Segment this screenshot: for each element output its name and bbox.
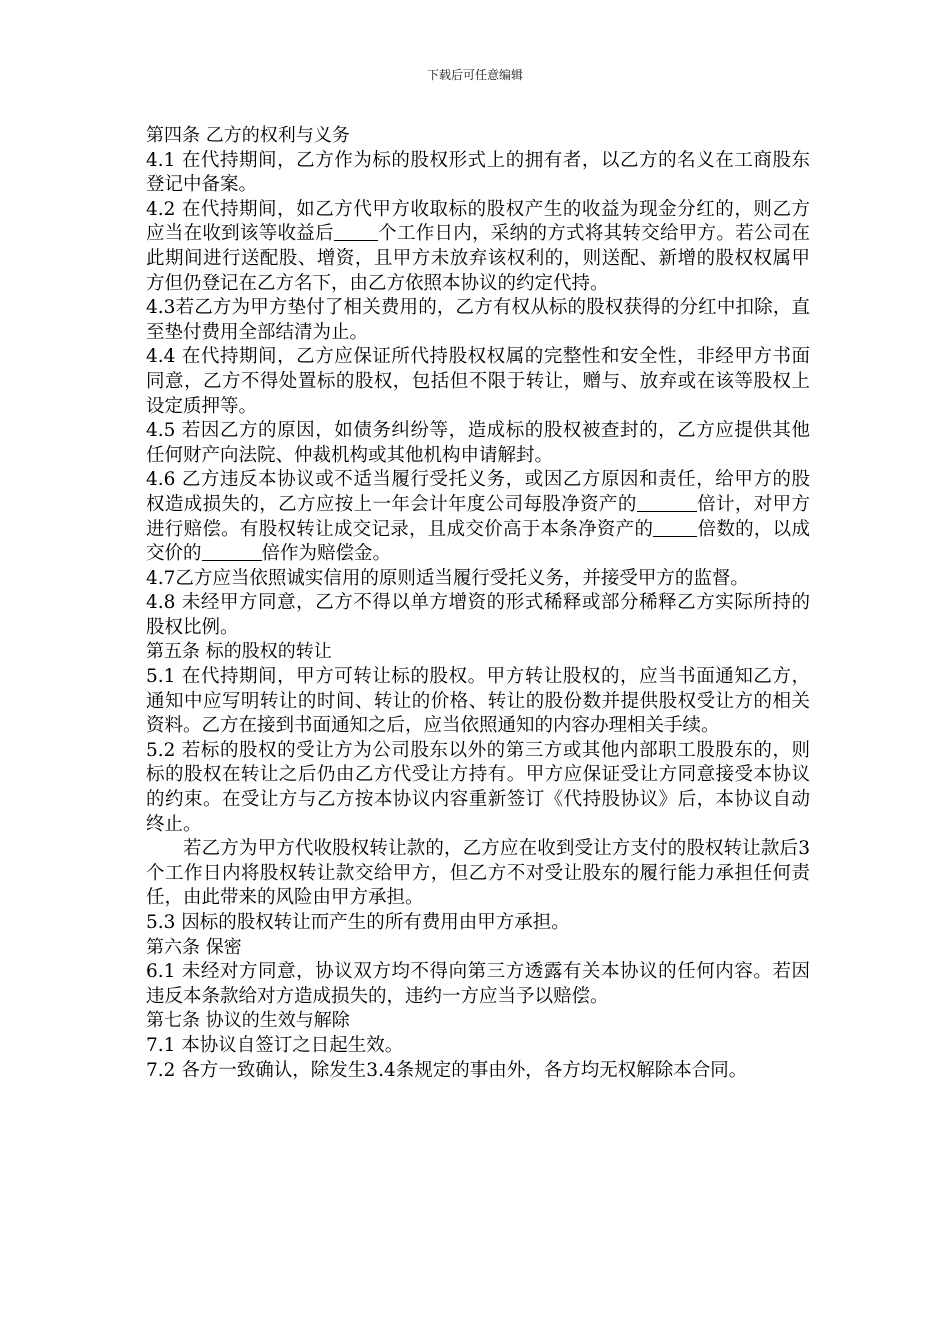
blank-field <box>653 518 697 537</box>
article-6-heading: 第六条 保密 <box>146 936 242 958</box>
blank-field <box>637 493 697 512</box>
clause-4-6 <box>146 468 810 566</box>
article-5-heading: 第五条 标的股权的转让 <box>146 641 332 663</box>
clause-4-6-part-d: 倍作为赔偿金。 <box>261 543 392 565</box>
article-7-heading: 第七条 协议的生效与解除 <box>146 1010 350 1032</box>
clause-4-6-part-b: 倍计，对甲方进行赔偿。有股权转让成交记录，且成交价高于本条净资产的 <box>146 493 810 540</box>
clause-5-2: 5.2 若标的股权的受让方为公司股东以外的第三方或其他内部职工股股东的，则标的股权在转让之后仍由乙方代受让方持有。甲方应保证受让方同意接受本协议的约束。在受让方与乙方按本协议内容重新签订《代持股协议》后，本协议自动终止。 <box>146 739 810 835</box>
clause-6-1: 6.1 未经对方同意，协议双方均不得向第三方透露有关本协议的任何内容。若因违反本条款给对方造成损失的，违约一方应当予以赔偿。 <box>146 961 810 1007</box>
clause-5-2-continued: 若乙方为甲方代收股权转让款的，乙方应在收到受让方支付的股权转让款后3个工作日内将股权转让款交给甲方，但乙方不对受让股东的履行能力承担任何责任，由此带来的风险由甲方承担。 <box>146 838 810 909</box>
clause-4-5: 4.5 若因乙方的原因，如债务纠纷等，造成标的股权被查封的，乙方应提供其他任何财产向法院、仲裁机构或其他机构申请解封。 <box>146 420 810 466</box>
clause-5-3: 5.3 因标的股权转让而产生的所有费用由甲方承担。 <box>146 912 570 933</box>
document-body <box>146 124 810 1083</box>
clause-4-8: 4.8 未经甲方同意，乙方不得以单方增资的形式稀释或部分稀释乙方实际所持的股权比例。 <box>146 592 810 638</box>
clause-4-2 <box>146 198 810 296</box>
clause-5-1: 5.1 在代持期间，甲方可转让标的股权。甲方转让股权的，应当书面通知乙方，通知中应写明转让的时间、转让的价格、转让的股份数并提供股权受让方的相关资料。乙方在接到书面通知之后，应当依照通知的内容办理相关手续。 <box>146 666 810 737</box>
article-4-heading: 第四条 乙方的权利与义务 <box>146 125 350 146</box>
clause-4-1: 4.1 在代持期间，乙方作为标的股权形式上的拥有者，以乙方的名义在工商股东登记中备案。 <box>146 149 810 196</box>
clause-4-6-part-a: 4.6 乙方违反本协议或不适当履行受托义务，或因乙方原因和责任，给甲方的股权造成损失的，乙方应按上一年会计年度公司每股净资产的 <box>146 469 810 515</box>
blank-field <box>334 222 378 241</box>
clause-4-6-part-c: 倍数的，以成交价的 <box>146 518 810 565</box>
clause-4-2-part-a: 4.2 在代持期间，如乙方代甲方收取标的股权产生的收益为现金分红的，则乙方应当在收到该等收益后 <box>146 198 810 245</box>
clause-4-4: 4.4 在代持期间，乙方应保证所代持股权权属的完整性和安全性，非经甲方书面同意，乙方不得处置标的股权，包括但不限于转让，赠与、放弃或在该等股权上设定质押等。 <box>146 346 810 417</box>
blank-field <box>202 542 262 561</box>
clause-7-1: 7.1 本协议自签订之日起生效。 <box>146 1034 404 1056</box>
clause-7-2: 7.2 各方一致确认，除发生3.4条规定的事由外，各方均无权解除本合同。 <box>146 1059 748 1081</box>
clause-4-3: 4.3若乙方为甲方垫付了相关费用的，乙方有权从标的股权获得的分红中扣除，直至垫付费用全部结清为止。 <box>146 297 810 343</box>
clause-4-2-part-b: 个工作日内，采纳的方式将其转交给甲方。若公司在此期间进行送配股、增资，且甲方未放弃该权利的，则送配、新增的股权权属甲方但仍登记在乙方名下，由乙方依照本协议的约定代持。 <box>146 223 810 294</box>
clause-4-7: 4.7乙方应当依照诚实信用的原则适当履行受托义务，并接受甲方的监督。 <box>146 567 749 589</box>
page-header: 下载后可任意编辑 <box>426 68 523 82</box>
